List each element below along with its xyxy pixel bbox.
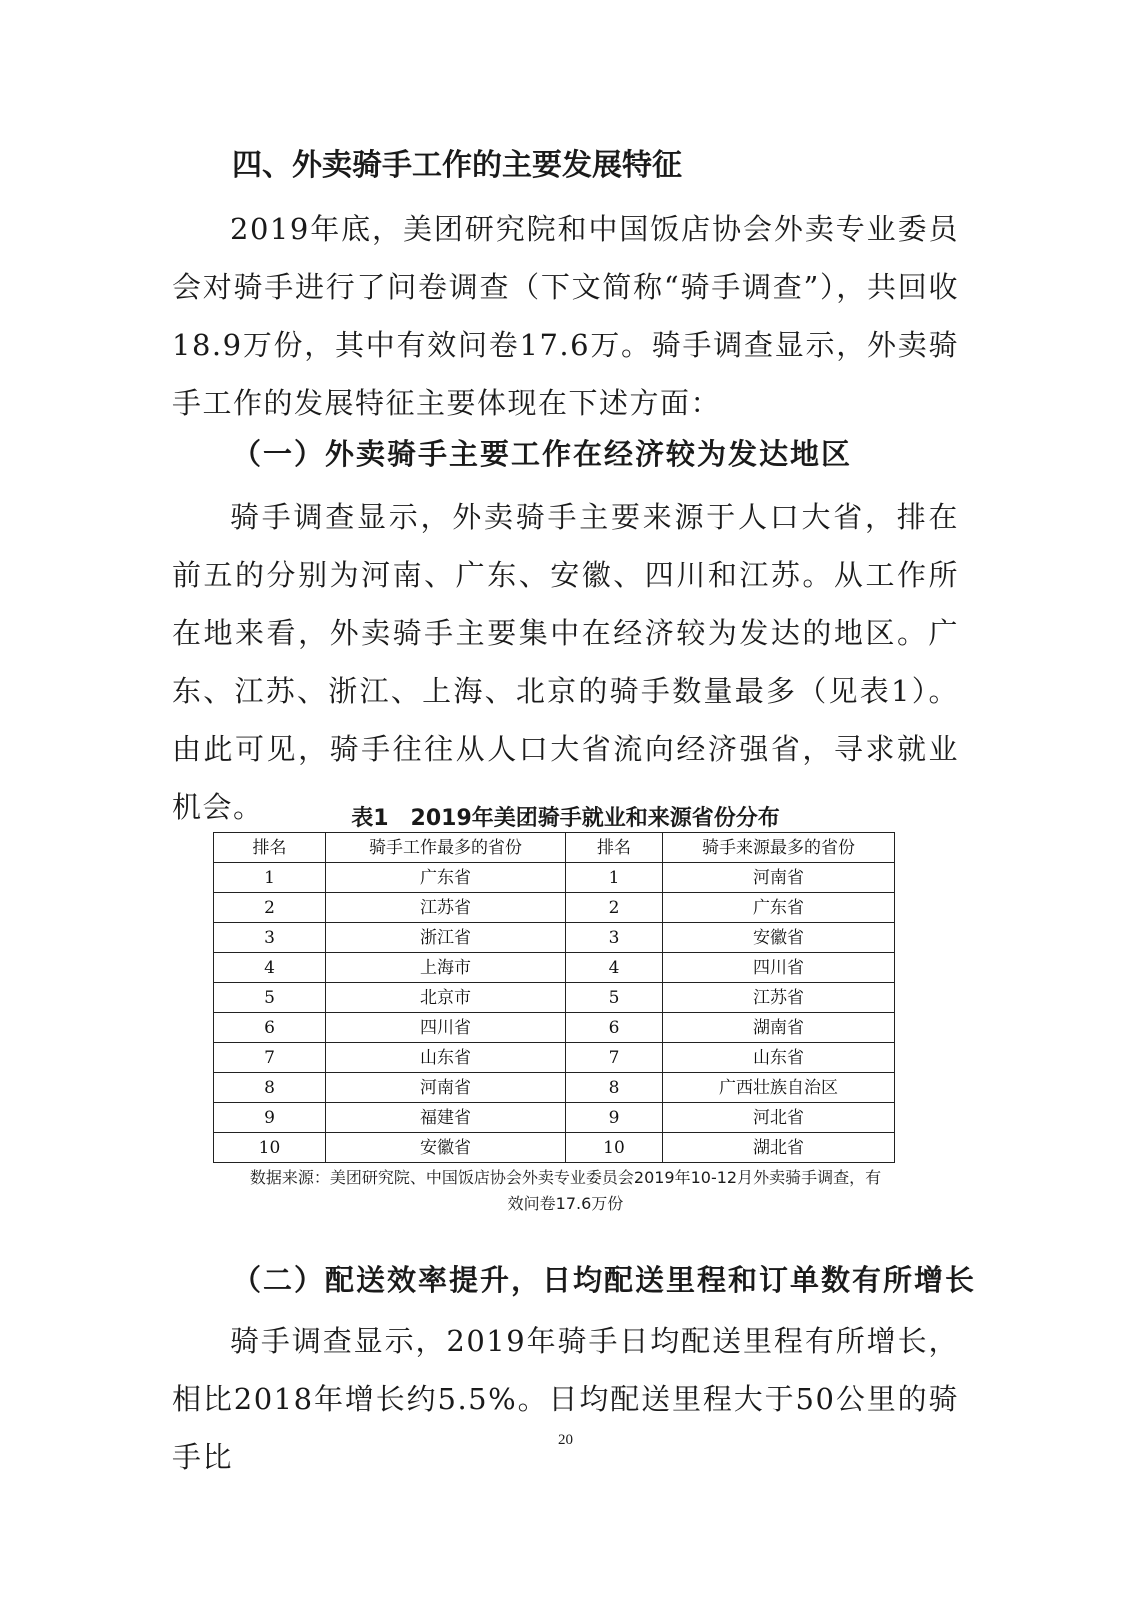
table-cell: 河南省 bbox=[663, 863, 895, 893]
table-cell: 6 bbox=[214, 1013, 326, 1043]
table-cell: 3 bbox=[566, 923, 663, 953]
table-cell: 北京市 bbox=[326, 983, 566, 1013]
table-cell: 四川省 bbox=[663, 953, 895, 983]
table-cell: 河北省 bbox=[663, 1103, 895, 1133]
table-cell: 山东省 bbox=[326, 1043, 566, 1073]
table-source-line-1: 数据来源：美团研究院、中国饭店协会外卖专业委员会2019年10-12月外卖骑手调查，有 bbox=[249, 1168, 882, 1187]
column-header-rank-work: 排名 bbox=[214, 833, 326, 863]
table-cell: 山东省 bbox=[663, 1043, 895, 1073]
table-cell: 10 bbox=[566, 1133, 663, 1163]
column-header-rank-source: 排名 bbox=[566, 833, 663, 863]
province-ranking-table bbox=[213, 832, 895, 1163]
table-cell: 浙江省 bbox=[326, 923, 566, 953]
section-heading: 四、外卖骑手工作的主要发展特征 bbox=[232, 148, 682, 183]
table-row bbox=[214, 1133, 895, 1163]
table-cell: 4 bbox=[566, 953, 663, 983]
table-cell: 1 bbox=[214, 863, 326, 893]
table-cell: 7 bbox=[214, 1043, 326, 1073]
table-header-row bbox=[214, 833, 895, 863]
table-cell: 5 bbox=[214, 983, 326, 1013]
table-cell: 广东省 bbox=[663, 893, 895, 923]
table-cell: 9 bbox=[214, 1103, 326, 1133]
column-header-work-province: 骑手工作最多的省份 bbox=[326, 833, 566, 863]
intro-paragraph: 2019年底，美团研究院和中国饭店协会外卖专业委员会对骑手进行了问卷调查（下文简称“骑手调查”），共回收18.9万份，其中有效问卷17.6万。骑手调查显示，外卖骑手工作的发展特征主要体现在下述方面： bbox=[172, 212, 959, 420]
table-cell: 10 bbox=[214, 1133, 326, 1163]
table-cell: 7 bbox=[566, 1043, 663, 1073]
table-row bbox=[214, 1043, 895, 1073]
table-cell: 河南省 bbox=[326, 1073, 566, 1103]
table-row bbox=[214, 863, 895, 893]
table-row bbox=[214, 1013, 895, 1043]
table-caption: 表1 2019年美团骑手就业和来源省份分布 bbox=[351, 806, 780, 831]
table-row bbox=[214, 953, 895, 983]
table-row bbox=[214, 893, 895, 923]
table-row bbox=[214, 983, 895, 1013]
table-cell: 福建省 bbox=[326, 1103, 566, 1133]
subsection-1-paragraph: 骑手调查显示，外卖骑手主要来源于人口大省，排在前五的分别为河南、广东、安徽、四川和江苏。从工作所在地来看，外卖骑手主要集中在经济较为发达的地区。广东、江苏、浙江、上海、北京的骑手数量最多（见表1）。由此可见，骑手往往从人口大省流向经济强省，寻求就业机会。 bbox=[172, 500, 959, 824]
table-row bbox=[214, 923, 895, 953]
table-cell: 广西壮族自治区 bbox=[663, 1073, 895, 1103]
table-cell: 5 bbox=[566, 983, 663, 1013]
table-row bbox=[214, 1103, 895, 1133]
table-cell: 9 bbox=[566, 1103, 663, 1133]
table-cell: 湖南省 bbox=[663, 1013, 895, 1043]
table-cell: 2 bbox=[214, 893, 326, 923]
column-header-source-province: 骑手来源最多的省份 bbox=[663, 833, 895, 863]
page-number: 20 bbox=[558, 1432, 573, 1448]
table-cell: 安徽省 bbox=[663, 923, 895, 953]
subsection-2-paragraph: 骑手调查显示，2019年骑手日均配送里程有所增长，相比2018年增长约5.5%。日均配送里程大于50公里的骑手比 bbox=[172, 1324, 959, 1474]
table-cell: 3 bbox=[214, 923, 326, 953]
table-cell: 四川省 bbox=[326, 1013, 566, 1043]
subsection-2-heading: （二）配送效率提升，日均配送里程和订单数有所增长 bbox=[232, 1263, 977, 1297]
table-cell: 8 bbox=[566, 1073, 663, 1103]
table-cell: 1 bbox=[566, 863, 663, 893]
table-source-note bbox=[172, 1165, 959, 1217]
table-cell: 8 bbox=[214, 1073, 326, 1103]
table-row bbox=[214, 1073, 895, 1103]
table-cell: 6 bbox=[566, 1013, 663, 1043]
table-cell: 安徽省 bbox=[326, 1133, 566, 1163]
table-cell: 湖北省 bbox=[663, 1133, 895, 1163]
table-cell: 江苏省 bbox=[326, 893, 566, 923]
table-cell: 上海市 bbox=[326, 953, 566, 983]
table-source-line-2: 效问卷17.6万份 bbox=[507, 1194, 624, 1213]
table-cell: 2 bbox=[566, 893, 663, 923]
table-cell: 江苏省 bbox=[663, 983, 895, 1013]
subsection-1-heading: （一）外卖骑手主要工作在经济较为发达地区 bbox=[232, 437, 853, 471]
table-cell: 广东省 bbox=[326, 863, 566, 893]
table-cell: 4 bbox=[214, 953, 326, 983]
